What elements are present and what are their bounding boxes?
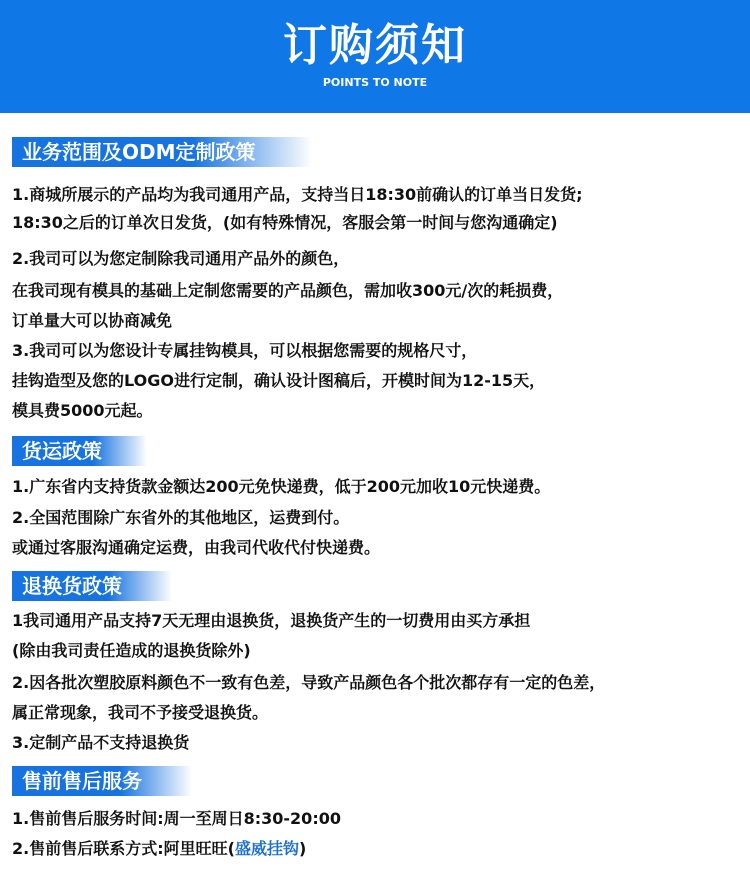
- shipping-policy-line: 2.全国范围除广东省外的其他地区，运费到付。: [12, 508, 350, 527]
- odm-policy-line: 模具费5000元起。: [12, 401, 153, 420]
- service-contact-suffix: ): [298, 839, 307, 858]
- odm-policy-line: 挂钩造型及您的LOGO进行定制，确认设计图稿后，开模时间为12-15天，: [12, 371, 546, 390]
- odm-policy-line: 3.我司可以为您设计专属挂钩模具，可以根据您需要的规格尺寸，: [12, 341, 478, 360]
- service-contact-line: [12, 838, 306, 860]
- shipping-policy-line: 或通过客服沟通确定运费，由我司代收代付快递费。: [12, 538, 381, 557]
- return-policy-line: (除由我司责任造成的退换货除外): [12, 641, 251, 660]
- header-banner: [0, 0, 750, 113]
- service-line: 1.售前售后服务时间:周一至周日8:30-20:00: [12, 809, 341, 828]
- section-heading-return-policy: 退换货政策: [12, 571, 172, 601]
- odm-policy-line: 2.我司可以为您定制除我司通用产品外的颜色，: [12, 249, 350, 268]
- page-subtitle: POINTS TO NOTE: [322, 76, 428, 89]
- return-policy-line: 2.因各批次塑胶原料颜色不一致有色差，导致产品颜色各个批次都存有一定的色差，: [12, 673, 606, 692]
- page-title: 订购须知: [283, 20, 467, 71]
- section-heading-shipping-policy: 货运政策: [12, 436, 147, 466]
- odm-policy-line: 订单量大可以协商减免: [12, 311, 173, 330]
- odm-policy-line: 18:30之后的订单次日发货，(如有特殊情况，客服会第一时间与您沟通确定): [12, 213, 558, 232]
- shipping-policy-line: 1.广东省内支持货款金额达200元免快递费，低于200元加收10元快递费。: [12, 477, 551, 496]
- store-link[interactable]: 盛威挂钩: [234, 839, 299, 858]
- service-contact-prefix: 2.售前售后联系方式:阿里旺旺(: [12, 839, 235, 858]
- section-heading-service: 售前售后服务: [12, 766, 192, 796]
- return-policy-line: 属正常现象，我司不予接受退换货。: [12, 703, 269, 722]
- odm-policy-line: 1.商城所展示的产品均为我司通用产品，支持当日18:30前确认的订单当日发货;: [12, 185, 583, 204]
- return-policy-line: 3.定制产品不支持退换货: [12, 733, 190, 752]
- odm-policy-line: 在我司现有模具的基础上定制您需要的产品颜色，需加收300元/次的耗损费，: [12, 281, 564, 300]
- return-policy-line: 1我司通用产品支持7天无理由退换货，退换货产生的一切费用由买方承担: [12, 611, 531, 630]
- section-heading-odm-policy: 业务范围及ODM定制政策: [12, 137, 312, 167]
